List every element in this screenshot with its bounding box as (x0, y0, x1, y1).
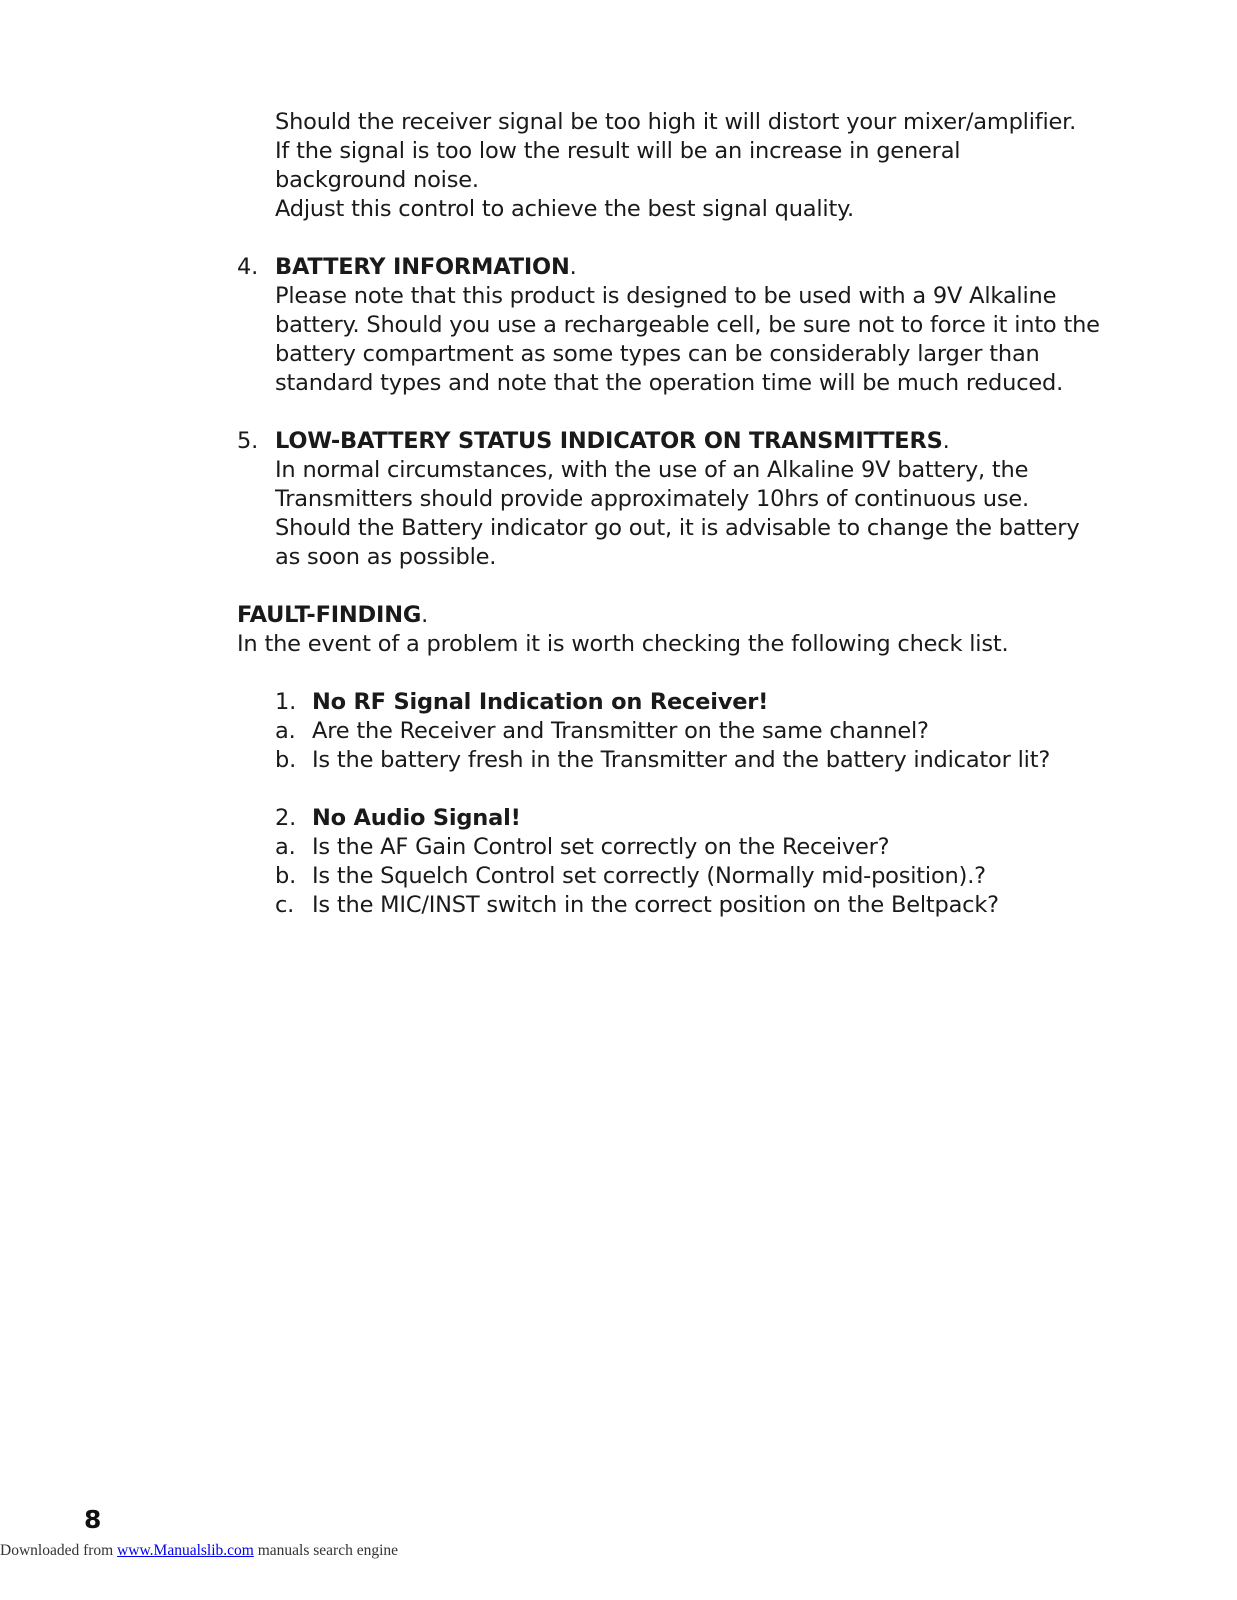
check-text: Are the Receiver and Transmitter on the same channel? (312, 718, 929, 744)
check-text: Is the Squelch Control set correctly (Normally mid-position).? (312, 863, 986, 889)
section5-number: 5. (237, 428, 259, 454)
fault-intro: In the event of a problem it is worth checking the following check list. (237, 631, 1009, 657)
fault-item2-number: 2. (275, 805, 297, 831)
download-footer (0, 1542, 398, 1560)
section4-heading-suffix: . (569, 254, 577, 280)
section5-line: Transmitters should provide approximately 10hrs of continuous use. (275, 486, 1029, 512)
manualslib-link[interactable]: www.Manualslib.com (117, 1542, 254, 1559)
section4-line: Please note that this product is designed to be used with a 9V Alkaline (275, 283, 1057, 309)
section5-line: Should the Battery indicator go out, it is advisable to change the battery (275, 515, 1080, 541)
page-number: 8 (84, 1505, 102, 1534)
fault-heading-suffix: . (421, 602, 429, 628)
footer-suffix: manuals search engine (253, 1542, 399, 1559)
fault-heading-wrap (237, 601, 428, 630)
section4-line: battery. Should you use a rechargeable cell, be sure not to force it into the (275, 312, 1100, 338)
intro-line: Adjust this control to achieve the best signal quality. (275, 196, 854, 222)
fault-item2-heading: No Audio Signal! (312, 805, 521, 831)
section5-heading-suffix: . (942, 428, 950, 454)
intro-line: If the signal is too low the result will be an increase in general (275, 138, 961, 164)
section5-line: as soon as possible. (275, 544, 497, 570)
section4-line: battery compartment as some types can be considerably larger than (275, 341, 1040, 367)
section5-heading-wrap (275, 427, 950, 456)
section4-heading-wrap (275, 253, 577, 282)
check-letter: c. (275, 892, 295, 918)
section4-number: 4. (237, 254, 259, 280)
footer-prefix: Downloaded from (0, 1542, 118, 1559)
check-text: Is the MIC/INST switch in the correct position on the Beltpack? (312, 892, 999, 918)
section5-heading: LOW-BATTERY STATUS INDICATOR ON TRANSMITTERS (275, 428, 943, 454)
section4-line: standard types and note that the operation time will be much reduced. (275, 370, 1064, 396)
check-letter: b. (275, 863, 297, 889)
fault-item1-heading: No RF Signal Indication on Receiver! (312, 689, 769, 715)
check-text: Is the AF Gain Control set correctly on the Receiver? (312, 834, 890, 860)
check-letter: a. (275, 718, 296, 744)
fault-heading: FAULT-FINDING (237, 602, 422, 628)
intro-line: Should the receiver signal be too high it will distort your mixer/amplifier. (275, 109, 1077, 135)
fault-item1-number: 1. (275, 689, 297, 715)
section4-heading: BATTERY INFORMATION (275, 254, 570, 280)
check-text: Is the battery fresh in the Transmitter and the battery indicator lit? (312, 747, 1051, 773)
check-letter: b. (275, 747, 297, 773)
section5-line: In normal circumstances, with the use of an Alkaline 9V battery, the (275, 457, 1029, 483)
check-letter: a. (275, 834, 296, 860)
intro-line: background noise. (275, 167, 479, 193)
